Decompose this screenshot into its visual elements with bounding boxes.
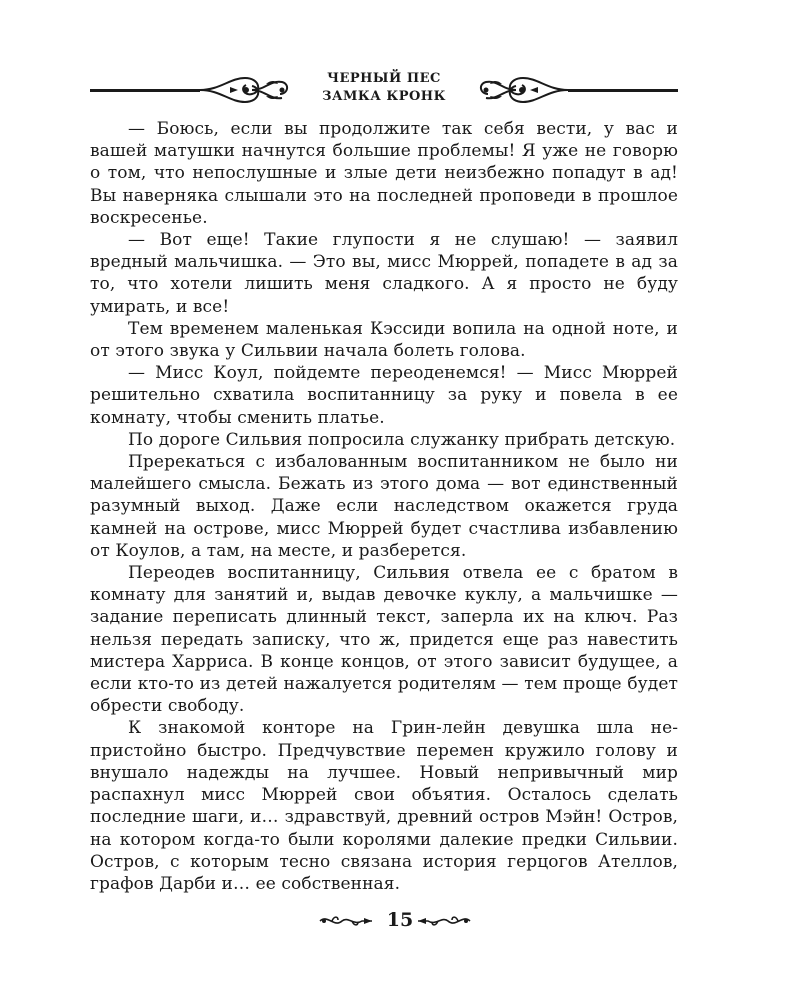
paragraph: Тем временем маленькая Кэссиди вопила на одной ноте, и от этого звука у Сильвии начала болеть голова. bbox=[90, 318, 678, 362]
paragraph: — Мисс Коул, пойдемте переоденемся! — Мисс Мюррей решительно схватила воспитанницу за руку и повела в ее комнату, чтобы сменить платье. bbox=[90, 363, 678, 428]
book-title-line2: ЗАМКА КРОНК bbox=[322, 89, 446, 104]
vine-flourish-icon bbox=[318, 912, 374, 930]
vine-flourish-icon bbox=[416, 912, 472, 930]
book-title-line1: ЧЕРНЫЙ ПЕС bbox=[327, 71, 441, 86]
body-text bbox=[90, 118, 678, 895]
paragraph: Пререкаться с избалованным воспитанником не было ни малейшего смысла. Бежать из этого дома — вот единственный разумный выход. Даже если наследством окажется груда камней на острове, мисс Мюррей будет счастлива избавлению от Коулов, а там, на месте, и разберется. bbox=[90, 452, 678, 561]
paragraph: — Вот еще! Такие глупости я не слушаю! — заявил вредный мальчишка. — Это вы, мисс Мюррей, попадете в ад за то, что хотели лишить меня сладкого. А я просто не буду умирать, и все! bbox=[90, 230, 678, 317]
running-header bbox=[90, 62, 678, 112]
paragraph: — Боюсь, если вы продолжите так себя вести, у вас и вашей матушки начнутся большие проблемы! Я уже не говорю о том, что непослушные и злые дети неизбежно попадут в ад! Вы наверняка слышали это на последней проповеди в прошлое воскресенье. bbox=[90, 119, 678, 228]
page-number: 15 bbox=[386, 909, 414, 931]
header-rule-left bbox=[90, 89, 200, 92]
header-rule-right bbox=[568, 89, 678, 92]
paragraph: К знакомой конторе на Грин-лейн девушка шла непристойно быстро. Предчувствие перемен кружило голову и внушало надежды на лучшее. Новый непривычный мир распахнул мисс Мюррей свои объятия. Осталось сделать последние шаги, и… здравствуй, древний остров Мэйн! Остров, на котором когда-то были королями далекие предки Сильвии. Остров, с которым тесно связана история герцогов Ателлов, графов Дарби и… ее собственная. bbox=[90, 718, 678, 894]
paragraph: Переодев воспитанницу, Сильвия отвела ее с братом в комнату для занятий и, выдав девочке куклу, а мальчишке — задание переписать длинный текст, заперла их на ключ. Раз нельзя передать записку, что ж, придется еще раз навестить мистера Харриса. В конце концов, от этого зависит будущее, а если кто-то из детей нажалуется родителям — тем проще будет обрести свободу. bbox=[90, 563, 678, 717]
scroll-flourish-icon bbox=[378, 70, 578, 110]
page-footer bbox=[0, 908, 800, 932]
paragraph: По дороге Сильвия попросила служанку прибрать детскую. bbox=[128, 429, 676, 450]
